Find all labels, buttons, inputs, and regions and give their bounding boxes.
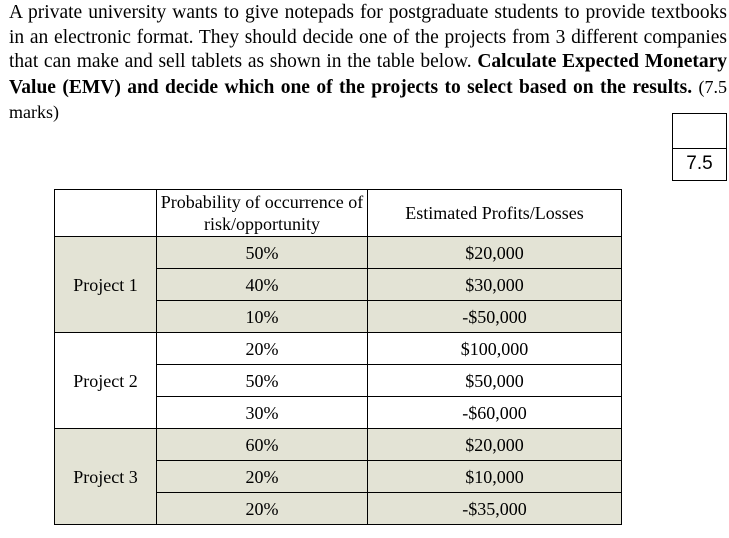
emv-table: [54, 189, 622, 525]
probability-cell: 50%: [157, 237, 368, 269]
question-instruction: Calculate Expected Monetary Value (EMV) and decide which one of the projects to select based on the results.: [9, 51, 728, 98]
value-cell: -$35,000: [368, 493, 622, 525]
header-empty: [55, 190, 157, 237]
value-cell: -$60,000: [368, 397, 622, 429]
value-cell: $20,000: [368, 237, 622, 269]
value-cell: -$50,000: [368, 301, 622, 333]
question-marks: (7.5 marks): [9, 76, 728, 123]
probability-cell: 60%: [157, 429, 368, 461]
probability-cell: 10%: [157, 301, 368, 333]
question-body: A private university wants to give notepads for postgraduate students to provide textbooks in an electronic format. They should decide one of the projects from 3 different companies that can make and sell tablets as shown in the table below.: [9, 2, 727, 73]
table-row: [55, 429, 622, 461]
score-box-divider: [673, 148, 726, 149]
project-label: Project 1: [55, 237, 157, 333]
value-cell: $10,000: [368, 461, 622, 493]
value-cell: $100,000: [368, 333, 622, 365]
probability-cell: 20%: [157, 333, 368, 365]
value-cell: $30,000: [368, 269, 622, 301]
header-profits: Estimated Profits/Losses: [368, 190, 622, 237]
table-row: [55, 237, 622, 269]
question-text: [9, 1, 727, 126]
probability-cell: 30%: [157, 397, 368, 429]
probability-cell: 20%: [157, 493, 368, 525]
header-probability: Probability of occurrence of risk/opportunity: [157, 190, 368, 237]
score-box: [672, 113, 727, 181]
value-cell: $20,000: [368, 429, 622, 461]
table-row: [55, 333, 622, 365]
project-label: Project 2: [55, 333, 157, 429]
score-value: 7.5: [686, 153, 713, 174]
probability-cell: 20%: [157, 461, 368, 493]
value-cell: $50,000: [368, 365, 622, 397]
project-label: Project 3: [55, 429, 157, 525]
probability-cell: 40%: [157, 269, 368, 301]
table-header-row: [55, 190, 622, 237]
probability-cell: 50%: [157, 365, 368, 397]
